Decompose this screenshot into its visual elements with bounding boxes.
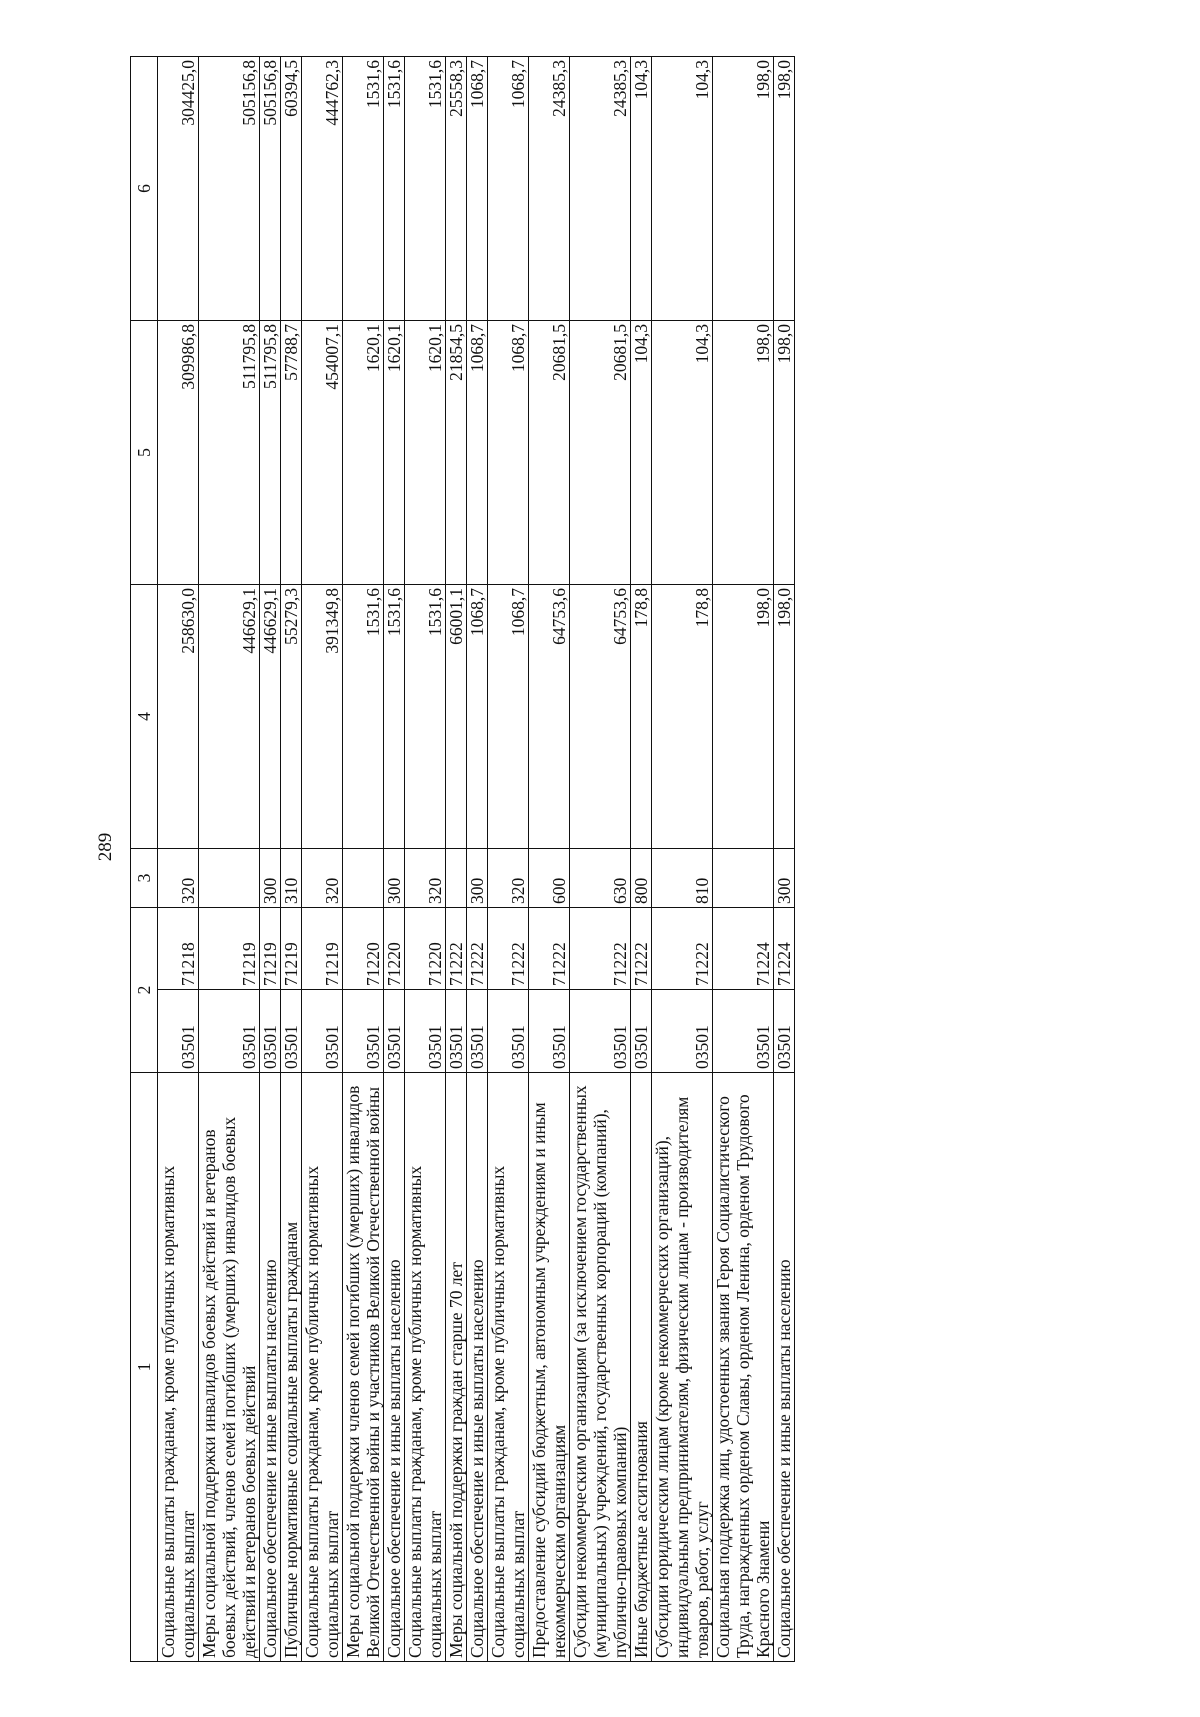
expense-type-cell: 300	[260, 849, 281, 908]
table-row	[529, 57, 570, 1662]
amount-col6-cell: 304425,0	[158, 57, 199, 321]
amount-col6-cell: 60394,5	[281, 57, 302, 321]
rotated-page-content	[130, 57, 795, 1662]
amount-col6-cell: 24385,3	[529, 57, 570, 321]
amount-col6-cell: 505156,8	[199, 57, 260, 321]
target-code-cell: 71224	[774, 908, 795, 990]
amount-col4-cell: 178,8	[652, 585, 713, 849]
column-header-expense-type: 3	[131, 849, 158, 908]
amount-col5-cell: 511795,8	[260, 321, 281, 585]
amount-col5-cell: 1068,7	[488, 321, 529, 585]
amount-col5-cell: 198,0	[774, 321, 795, 585]
table-row	[652, 57, 713, 1662]
table-row	[384, 57, 405, 1662]
amount-col4-cell: 1068,7	[488, 585, 529, 849]
table-row	[774, 57, 795, 1662]
row-name-cell: Субсидии юридическим лицам (кроме некоммерческих организаций), индивидуальным предпринимателям, физическим лицам - производителям товаров, работ, услуг	[652, 1073, 713, 1662]
amount-col6-cell: 1068,7	[488, 57, 529, 321]
expense-type-cell: 800	[631, 849, 652, 908]
target-code-cell: 71222	[529, 908, 570, 990]
row-name-cell: Социальное обеспечение и иные выплаты населению	[260, 1073, 281, 1662]
amount-col4-cell: 178,8	[631, 585, 652, 849]
section-code-cell: 03501	[260, 990, 281, 1073]
target-code-cell: 71220	[405, 908, 446, 990]
amount-col5-cell: 454007,1	[302, 321, 343, 585]
amount-col4-cell: 1531,6	[405, 585, 446, 849]
target-code-cell: 71222	[467, 908, 488, 990]
row-name-cell: Социальные выплаты гражданам, кроме публичных нормативных социальных выплат	[158, 1073, 199, 1662]
amount-col5-cell: 309986,8	[158, 321, 199, 585]
table-row	[570, 57, 631, 1662]
expense-type-cell: 300	[774, 849, 795, 908]
row-name-cell: Иные бюджетные ассигнования	[631, 1073, 652, 1662]
section-code-cell: 03501	[467, 990, 488, 1073]
table-row	[713, 57, 774, 1662]
amount-col6-cell: 25558,3	[446, 57, 467, 321]
target-code-cell: 71220	[384, 908, 405, 990]
row-name-cell: Социальная поддержка лиц, удостоенных звания Героя Социалистического Труда, награжденных орденом Славы, орденом Ленина, орденом Трудового Красного Знамени	[713, 1073, 774, 1662]
amount-col5-cell: 511795,8	[199, 321, 260, 585]
expense-type-cell	[713, 849, 774, 908]
target-code-cell: 71222	[446, 908, 467, 990]
row-name-cell: Социальные выплаты гражданам, кроме публичных нормативных социальных выплат	[405, 1073, 446, 1662]
amount-col5-cell: 57788,7	[281, 321, 302, 585]
amount-col6-cell: 104,3	[631, 57, 652, 321]
expense-type-cell: 320	[158, 849, 199, 908]
amount-col6-cell: 1531,6	[405, 57, 446, 321]
section-code-cell: 03501	[199, 990, 260, 1073]
page-number: 289	[95, 832, 116, 862]
column-header-amount-5: 5	[131, 321, 158, 585]
section-code-cell: 03501	[384, 990, 405, 1073]
row-name-cell: Меры социальной поддержки граждан старше 70 лет	[446, 1073, 467, 1662]
table-row	[281, 57, 302, 1662]
table-header-row	[131, 57, 158, 1662]
section-code-cell: 03501	[446, 990, 467, 1073]
table-row	[488, 57, 529, 1662]
amount-col6-cell: 198,0	[713, 57, 774, 321]
section-code-cell: 03501	[343, 990, 384, 1073]
table-row	[158, 57, 199, 1662]
amount-col5-cell: 1620,1	[405, 321, 446, 585]
table-row	[199, 57, 260, 1662]
section-code-cell: 03501	[405, 990, 446, 1073]
expense-type-cell: 320	[302, 849, 343, 908]
section-code-cell: 03501	[631, 990, 652, 1073]
amount-col4-cell: 198,0	[713, 585, 774, 849]
amount-col4-cell: 1068,7	[467, 585, 488, 849]
amount-col6-cell: 1531,6	[343, 57, 384, 321]
amount-col4-cell: 55279,3	[281, 585, 302, 849]
amount-col5-cell: 198,0	[713, 321, 774, 585]
target-code-cell: 71218	[158, 908, 199, 990]
target-code-cell: 71222	[488, 908, 529, 990]
amount-col4-cell: 391349,8	[302, 585, 343, 849]
expense-type-cell: 630	[570, 849, 631, 908]
expense-type-cell: 600	[529, 849, 570, 908]
section-code-cell: 03501	[529, 990, 570, 1073]
target-code-cell: 71220	[343, 908, 384, 990]
amount-col4-cell: 66001,1	[446, 585, 467, 849]
column-header-code: 2	[131, 908, 158, 1073]
amount-col6-cell: 198,0	[774, 57, 795, 321]
row-name-cell: Предоставление субсидий бюджетным, автономным учреждениям и иным некоммерческим организациям	[529, 1073, 570, 1662]
amount-col4-cell: 446629,1	[260, 585, 281, 849]
table-row	[631, 57, 652, 1662]
table-row	[446, 57, 467, 1662]
target-code-cell: 71224	[713, 908, 774, 990]
amount-col5-cell: 20681,5	[570, 321, 631, 585]
target-code-cell: 71222	[570, 908, 631, 990]
amount-col6-cell: 104,3	[652, 57, 713, 321]
target-code-cell: 71219	[302, 908, 343, 990]
amount-col4-cell: 64753,6	[529, 585, 570, 849]
amount-col4-cell: 64753,6	[570, 585, 631, 849]
table-row	[302, 57, 343, 1662]
amount-col5-cell: 1068,7	[467, 321, 488, 585]
row-name-cell: Социальные выплаты гражданам, кроме публичных нормативных социальных выплат	[302, 1073, 343, 1662]
target-code-cell: 71219	[199, 908, 260, 990]
row-name-cell: Меры социальной поддержки членов семей погибших (умерших) инвалидов Великой Отечественной войны и участников Великой Отечественной войны	[343, 1073, 384, 1662]
row-name-cell: Социальное обеспечение и иные выплаты населению	[774, 1073, 795, 1662]
target-code-cell: 71219	[260, 908, 281, 990]
table-row	[343, 57, 384, 1662]
expense-type-cell: 310	[281, 849, 302, 908]
amount-col5-cell: 1620,1	[384, 321, 405, 585]
section-code-cell: 03501	[774, 990, 795, 1073]
table-row	[405, 57, 446, 1662]
target-code-cell: 71219	[281, 908, 302, 990]
section-code-cell: 03501	[488, 990, 529, 1073]
expense-type-cell	[199, 849, 260, 908]
column-header-amount-6: 6	[131, 57, 158, 321]
section-code-cell: 03501	[570, 990, 631, 1073]
amount-col6-cell: 505156,8	[260, 57, 281, 321]
amount-col5-cell: 21854,5	[446, 321, 467, 585]
amount-col4-cell: 446629,1	[199, 585, 260, 849]
expense-type-cell: 300	[467, 849, 488, 908]
amount-col6-cell: 1531,6	[384, 57, 405, 321]
expense-type-cell	[343, 849, 384, 908]
expense-type-cell: 320	[488, 849, 529, 908]
section-code-cell: 03501	[652, 990, 713, 1073]
row-name-cell: Социальное обеспечение и иные выплаты населению	[467, 1073, 488, 1662]
expense-type-cell	[446, 849, 467, 908]
row-name-cell: Публичные нормативные социальные выплаты гражданам	[281, 1073, 302, 1662]
amount-col5-cell: 104,3	[631, 321, 652, 585]
table-row	[260, 57, 281, 1662]
budget-table	[130, 56, 795, 1662]
amount-col6-cell: 24385,3	[570, 57, 631, 321]
row-name-cell: Социальное обеспечение и иные выплаты населению	[384, 1073, 405, 1662]
amount-col6-cell: 444762,3	[302, 57, 343, 321]
amount-col5-cell: 20681,5	[529, 321, 570, 585]
expense-type-cell: 320	[405, 849, 446, 908]
column-header-name: 1	[131, 1073, 158, 1662]
section-code-cell: 03501	[158, 990, 199, 1073]
target-code-cell: 71222	[631, 908, 652, 990]
table-body	[158, 57, 795, 1662]
amount-col4-cell: 1531,6	[343, 585, 384, 849]
row-name-cell: Социальные выплаты гражданам, кроме публичных нормативных социальных выплат	[488, 1073, 529, 1662]
section-code-cell: 03501	[713, 990, 774, 1073]
expense-type-cell: 300	[384, 849, 405, 908]
target-code-cell: 71222	[652, 908, 713, 990]
row-name-cell: Субсидии некоммерческим организациям (за исключением государственных (муниципальных) учреждений, государственных корпораций (компаний), публично-правовых компаний)	[570, 1073, 631, 1662]
amount-col4-cell: 1531,6	[384, 585, 405, 849]
table-row	[467, 57, 488, 1662]
row-name-cell: Меры социальной поддержки инвалидов боевых действий и ветеранов боевых действий, членов семей погибших (умерших) инвалидов боевых действий и ветеранов боевых действий	[199, 1073, 260, 1662]
amount-col5-cell: 1620,1	[343, 321, 384, 585]
expense-type-cell: 810	[652, 849, 713, 908]
section-code-cell: 03501	[302, 990, 343, 1073]
amount-col4-cell: 198,0	[774, 585, 795, 849]
amount-col5-cell: 104,3	[652, 321, 713, 585]
amount-col6-cell: 1068,7	[467, 57, 488, 321]
column-header-amount-4: 4	[131, 585, 158, 849]
section-code-cell: 03501	[281, 990, 302, 1073]
amount-col4-cell: 258630,0	[158, 585, 199, 849]
